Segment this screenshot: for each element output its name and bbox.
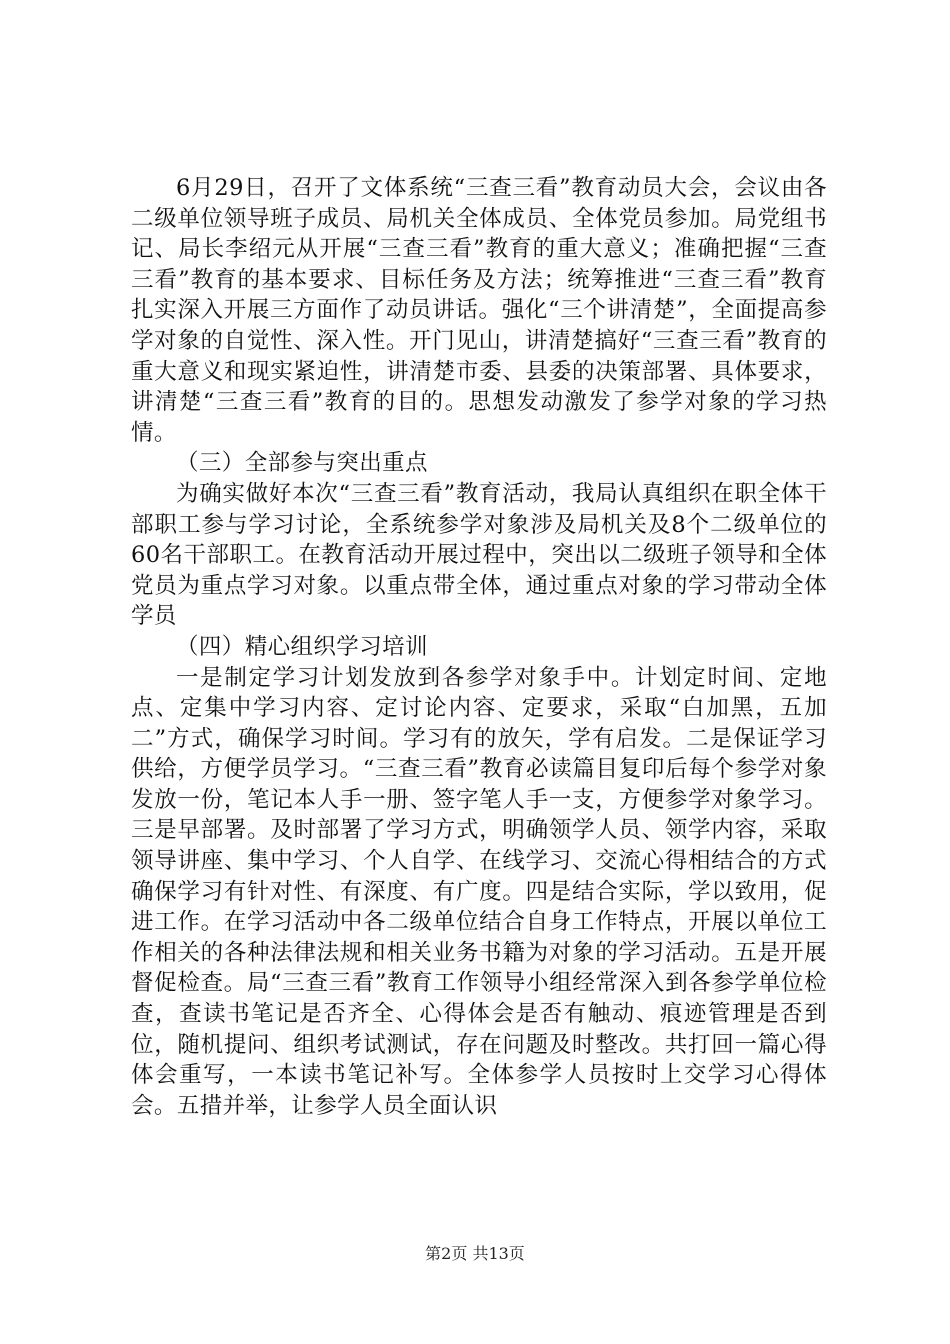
page-number-footer: 第2页 共13页 [425, 1244, 525, 1263]
document-body [131, 173, 827, 1121]
paragraph-mobilization-meeting: 6月29日，召开了文体系统“三查三看”教育动员大会，会议由各二级单位领导班子成员、局机关全体成员、全体党员参加。局党组书记、局长李绍元从开展“三查三看”教育的重大意义；准确把握“三查三看”教育的基本要求、目标任务及方法；统筹推进“三查三看”教育扎实深入开展三方面作了动员讲话。强化“三个讲清楚”，全面提高参学对象的自觉性、深入性。开门见山，讲清楚搞好“三查三看”教育的重大意义和现实紧迫性，讲清楚市委、县委的决策部署、具体要求，讲清楚“三查三看”教育的目的。思想发动激发了参学对象的学习热情。 [131, 175, 827, 446]
paragraph-participation: 为确实做好本次“三查三看”教育活动，我局认真组织在职全体干部职工参与学习讨论，全系统参学对象涉及局机关及8个二级单位的60名干部职工。在教育活动开展过程中，突出以二级班子领导和全体党员为重点学习对象。以重点带全体，通过重点对象的学习带动全体学员 [131, 480, 827, 630]
paragraph-training: 一是制定学习计划发放到各参学对象手中。计划定时间、定地点、定集中学习内容、定讨论内容、定要求，采取“白加黑，五加二”方式，确保学习时间。学习有的放矢，学有启发。二是保证学习供给，方便学员学习。“三查三看”教育必读篇目复印后每个参学对象发放一份，笔记本人手一册、签字笔人手一支，方便参学对象学习。三是早部署。及时部署了学习方式，明确领学人员、领学内容，采取领导讲座、集中学习、个人自学、在线学习、交流心得相结合的方式确保学习有针对性、有深度、有广度。四是结合实际，学以致用，促进工作。在学习活动中各二级单位结合自身工作特点，开展以单位工作相关的各种法律法规和相关业务书籍为对象的学习活动。五是开展督促检查。局“三查三看”教育工作领导小组经常深入到各参学单位检查，查读书笔记是否齐全、心得体会是否有触动、痕迹管理是否到位，随机提问、组织考试测试，存在问题及时整改。共打回一篇心得体会重写，一本读书笔记补写。全体参学人员按时上交学习心得体会。五措并举，让参学人员全面认识 [131, 664, 827, 1119]
section-heading-3: （三）全部参与突出重点 [176, 450, 428, 477]
section-heading-4: （四）精心组织学习培训 [176, 633, 428, 660]
